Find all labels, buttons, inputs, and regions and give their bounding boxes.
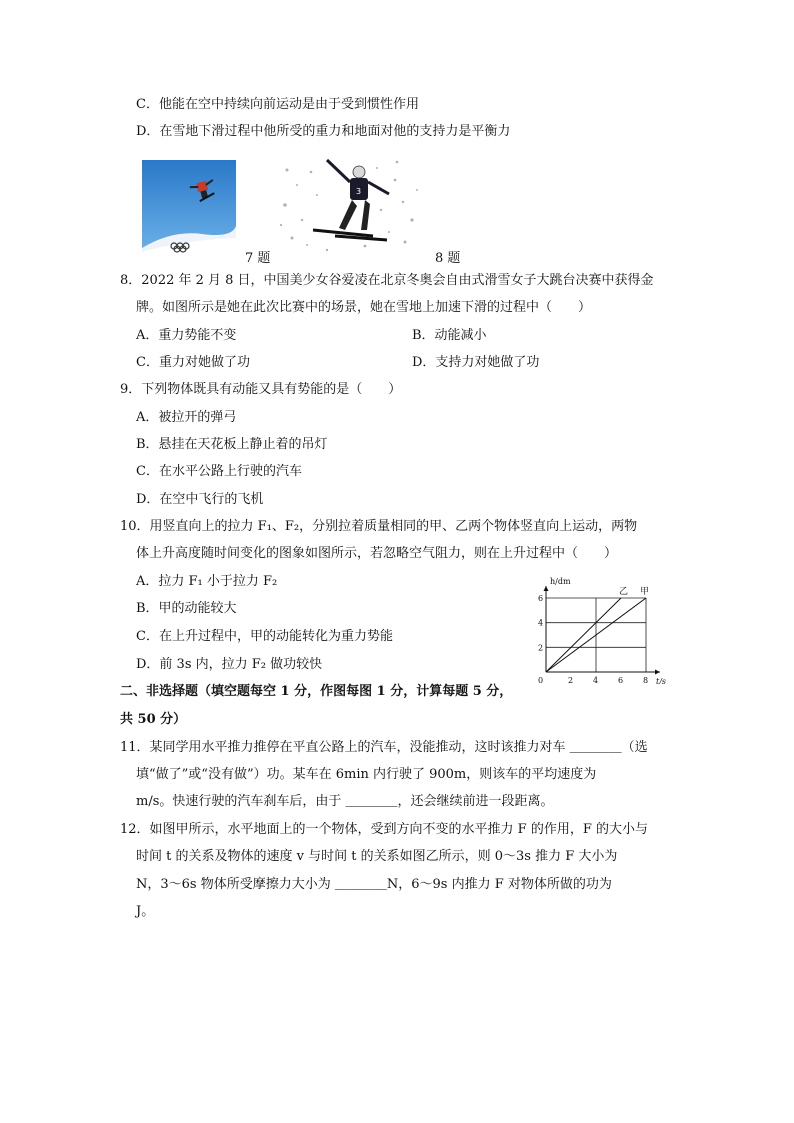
q10-stem-line2: 体上升高度随时间变化的图象如图所示，若忽略空气阻力，则在上升过程中（ ） xyxy=(136,546,618,561)
q12-line2: 时间 t 的关系及物体的速度 v 与时间 t 的关系如图乙所示，则 0～3s 推力 F 大小为 xyxy=(136,849,618,864)
figure-7-label: 7 题 xyxy=(245,251,271,266)
q7-option-d: D．在雪地下滑过程中他所受的重力和地面对他的支持力是平衡力 xyxy=(136,124,511,139)
q8-option-c: C．重力对她做了功 xyxy=(136,355,250,370)
figure-8-photo xyxy=(277,150,421,257)
q9-option-a: A．被拉开的弹弓 xyxy=(136,410,237,425)
x-axis-arrow xyxy=(655,670,660,675)
q7-option-c: C．他能在空中持续向前运动是由于受到惯性作用 xyxy=(136,97,419,112)
q12-line3: N，3～6s 物体所受摩擦力大小为 ＿＿＿＿N，6～9s 内推力 F 对物体所做的功为 xyxy=(136,877,612,892)
q12-line1: 12．如图甲所示，水平地面上的一个物体，受到方向不变的水平推力 F 的作用，F 的大小与 xyxy=(120,822,648,837)
x-tick-label: 4 xyxy=(593,676,599,684)
series-label: 乙 xyxy=(619,587,629,597)
svg-text:3: 3 xyxy=(356,187,362,196)
y-tick-label: 2 xyxy=(538,643,544,653)
q9-option-d: D．在空中飞行的飞机 xyxy=(136,492,264,507)
q10-option-c: C．在上升过程中，甲的动能转化为重力势能 xyxy=(136,629,393,644)
q8-stem-line1: 8．2022 年 2 月 8 日，中国美少女谷爱凌在北京冬奥会自由式滑雪女子大跳台决赛中获得金 xyxy=(120,273,654,288)
y-axis-label: h/dm xyxy=(550,577,571,586)
q8-option-b: B．动能减小 xyxy=(412,328,487,343)
q10-option-a: A．拉力 F₁ 小于拉力 F₂ xyxy=(136,574,278,589)
section2-heading-line1: 二、非选择题（填空题每空 1 分，作图每图 1 分，计算每题 5 分， xyxy=(120,684,513,699)
y-tick-label: 6 xyxy=(538,594,544,603)
q9-stem: 9．下列物体既具有动能又具有势能的是（ ） xyxy=(120,382,402,397)
series-line xyxy=(546,598,621,672)
q9-option-b: B．悬挂在天花板上静止着的吊灯 xyxy=(136,437,328,452)
series-label: 甲 xyxy=(640,587,650,597)
x-tick-label: 6 xyxy=(618,676,624,684)
section2-heading-line2: 共 50 分） xyxy=(120,712,187,727)
q11-line1: 11．某同学用水平推力推停在平直公路上的汽车，没能推动，这时该推力对车 ＿＿＿＿（选 xyxy=(120,740,648,755)
y-tick-label: 4 xyxy=(538,618,544,628)
skier-snow-image xyxy=(277,150,421,257)
x-tick-label: 0 xyxy=(538,676,544,684)
q11-line3: m/s。快速行驶的汽车刹车后，由于 ＿＿＿＿，还会继续前进一段距离。 xyxy=(136,794,554,809)
x-tick-label: 2 xyxy=(568,676,574,684)
q11-line2: 填“做了”或“没有做”）功。某车在 6min 内行驶了 900m，则该车的平均速度为 xyxy=(136,767,597,782)
figure-7-photo xyxy=(142,160,236,256)
q8-option-d: D．支持力对她做了功 xyxy=(412,355,540,370)
q12-line4: J。 xyxy=(136,904,155,919)
q8-option-a: A．重力势能不变 xyxy=(136,328,237,343)
q10-option-b: B．甲的动能较大 xyxy=(136,601,237,616)
ski-jumper-sky-image xyxy=(142,160,236,256)
q10-option-d: D．前 3s 内，拉力 F₂ 做功较快 xyxy=(136,657,323,672)
x-axis-label: t/s xyxy=(656,677,667,684)
q10-stem-line1: 10．用竖直向上的拉力 F₁、F₂，分别拉着质量相同的甲、乙两个物体竖直向上运动，两物 xyxy=(120,519,638,534)
figure-8-label: 8 题 xyxy=(435,251,461,266)
x-tick-label: 8 xyxy=(643,676,649,684)
y-axis-arrow xyxy=(544,586,549,591)
q8-stem-line2: 牌。如图所示是她在此次比赛中的场景，她在雪地上加速下滑的过程中（ ） xyxy=(136,300,592,315)
q9-option-c: C．在水平公路上行驶的汽车 xyxy=(136,464,302,479)
q10-height-time-chart xyxy=(526,574,672,684)
